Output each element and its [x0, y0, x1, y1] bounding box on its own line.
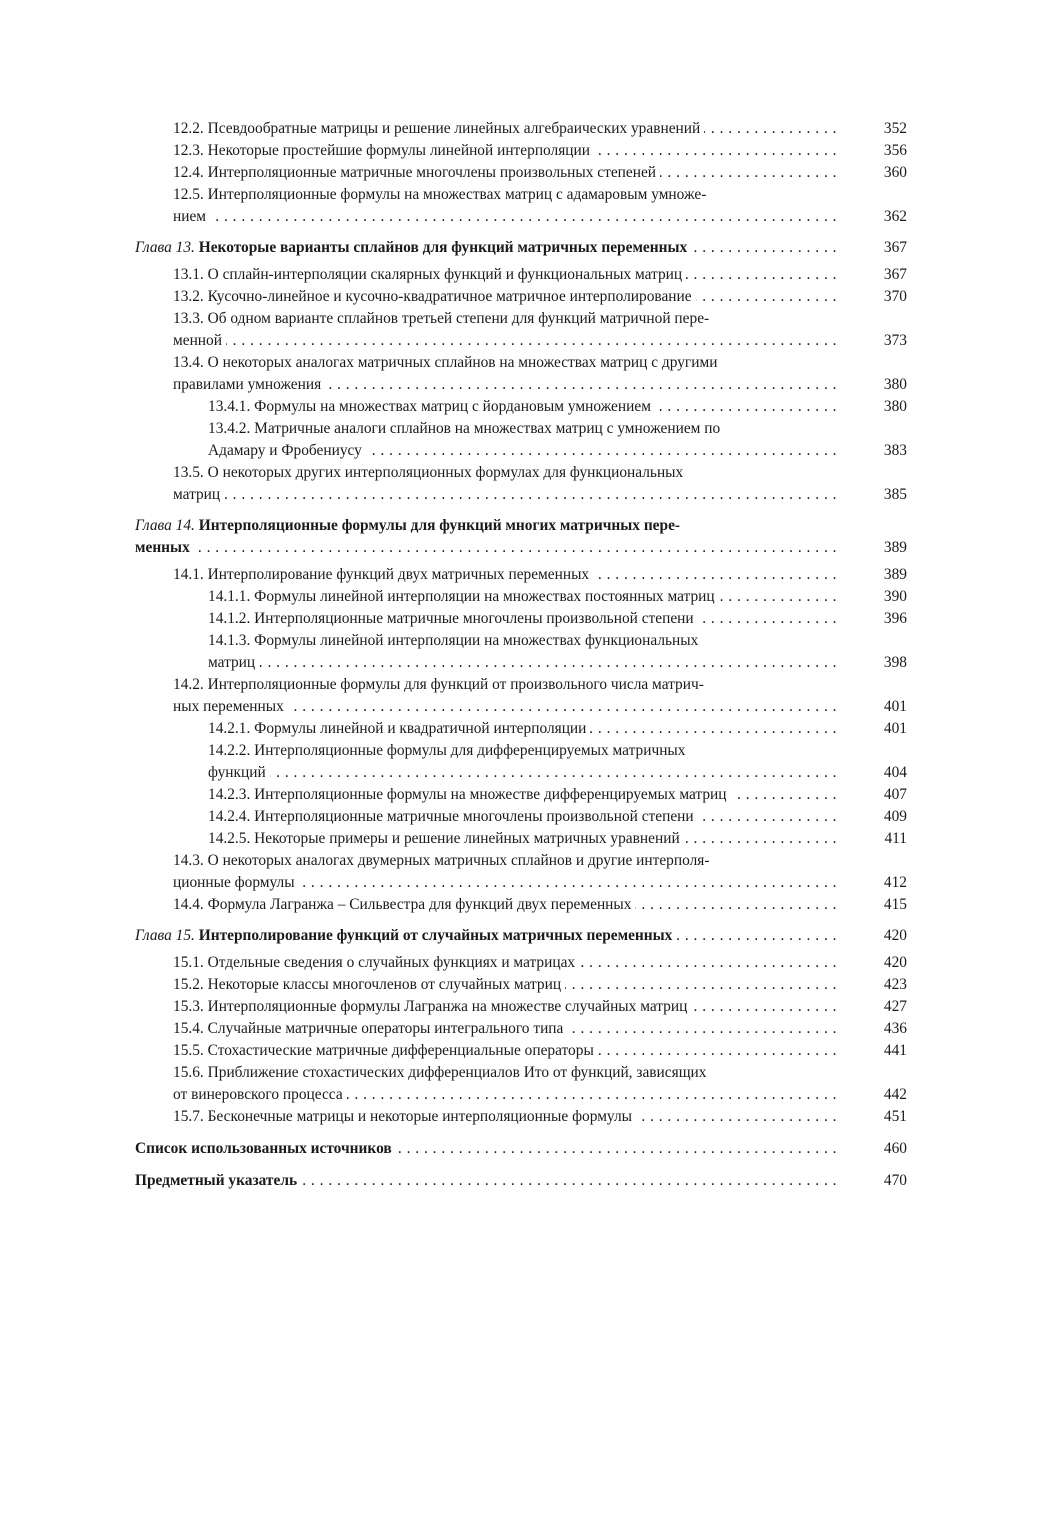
toc-page-number: 362	[883, 208, 907, 225]
toc-title-leader-line: 15.1. Отдельные сведения о случайных функциях и матрицах . . .	[173, 952, 837, 974]
toc-section-entry[interactable]	[173, 118, 907, 140]
toc-page-number: 352	[883, 120, 907, 137]
toc-section-entry[interactable]	[173, 184, 907, 228]
toc-title-leader-line: 14.2.3. Интерполяционные формулы на множестве дифференцируемых матриц . . .	[208, 784, 837, 806]
toc-section-entry[interactable]	[173, 996, 907, 1018]
toc-page-number: 380	[883, 398, 907, 415]
chapter-label: Глава 14.	[135, 517, 199, 534]
toc-section-entry[interactable]	[173, 674, 907, 718]
toc-subsection-entry[interactable]	[208, 784, 907, 806]
chapter-label: Глава 15.	[135, 927, 199, 944]
toc-section-entry[interactable]	[173, 894, 907, 916]
toc-chapter-entry[interactable]	[135, 515, 907, 559]
toc-title-leader-line: 13.4.1. Формулы на множествах матриц с йордановым умножением . . .	[208, 396, 837, 418]
toc-section-entry[interactable]	[173, 308, 907, 352]
toc-section-entry[interactable]	[173, 952, 907, 974]
toc-title-leader-line: 15.2. Некоторые классы многочленов от случайных матриц . . .	[173, 974, 837, 996]
toc-page-number: 356	[883, 142, 907, 159]
toc-subsection-entry[interactable]	[208, 396, 907, 418]
toc-page-number: 401	[883, 720, 907, 737]
toc-subsection-entry[interactable]	[208, 630, 907, 674]
toc-title-leader-line: Список использованных источников . . .	[135, 1138, 837, 1160]
table-of-contents	[135, 118, 907, 1192]
toc-subsection-entry[interactable]	[208, 806, 907, 828]
toc-title-leader-line: 14.2.4. Интерполяционные матричные многочлены произвольной степени . . .	[208, 806, 837, 828]
toc-page-number: 398	[883, 654, 907, 671]
toc-section-entry[interactable]	[173, 286, 907, 308]
toc-title-leader-line: 14.4. Формула Лагранжа – Сильвестра для функций двух переменных . . .	[173, 894, 837, 916]
toc-title-leader-line: 14.1.1. Формулы линейной интерполяции на множествах постоянных матриц . . .	[208, 586, 837, 608]
toc-title-leader-line: 14.2.1. Формулы линейной и квадратичной интерполяции . . .	[208, 718, 837, 740]
toc-title-leader-line: Глава 13. Некоторые варианты сплайнов для функций матричных переменных . . .	[135, 237, 837, 259]
toc-title-line: 14.2. Интерполяционные формулы для функций от произвольного числа матрич-	[173, 676, 704, 693]
toc-page-number: 420	[883, 954, 907, 971]
toc-title-leader-line: 13.1. О сплайн-интерполяции скалярных функций и функциональных матриц . . .	[173, 264, 837, 286]
toc-page-number: 396	[883, 610, 907, 627]
toc-title-leader-line: 14.1.2. Интерполяционные матричные многочлены произвольной степени . . .	[208, 608, 837, 630]
toc-backmatter-entry[interactable]	[135, 1138, 907, 1160]
toc-title-line: 14.1.3. Формулы линейной интерполяции на множествах функциональных	[208, 632, 699, 649]
toc-page-number: 373	[883, 332, 907, 349]
toc-title-leader-line: менных . . .	[135, 537, 837, 559]
toc-page-number: 442	[883, 1086, 907, 1103]
toc-section-entry[interactable]	[173, 140, 907, 162]
toc-page-number: 390	[883, 588, 907, 605]
toc-page-number: 409	[883, 808, 907, 825]
toc-title-leader-line: 13.2. Кусочно-линейное и кусочно-квадратичное матричное интерполирование . . .	[173, 286, 837, 308]
toc-title-leader-line: Адамару и Фробениусу . . .	[208, 440, 837, 462]
toc-title-line: 14.2.2. Интерполяционные формулы для дифференцируемых матричных	[208, 742, 686, 759]
toc-page-number: 360	[883, 164, 907, 181]
toc-page-number: 415	[883, 896, 907, 913]
toc-title-leader-line: 15.3. Интерполяционные формулы Лагранжа на множестве случайных матриц . . .	[173, 996, 837, 1018]
toc-title-leader-line: матриц . . .	[208, 652, 837, 674]
toc-page-number: 367	[883, 239, 907, 256]
toc-title-leader-line: менной . . .	[173, 330, 837, 352]
toc-chapter-entry[interactable]	[135, 925, 907, 947]
toc-title-leader-line: правилами умножения . . .	[173, 374, 837, 396]
toc-page-number: 451	[883, 1108, 907, 1125]
toc-page-number: 383	[883, 442, 907, 459]
toc-subsection-entry[interactable]	[208, 586, 907, 608]
toc-title-leader-line: от винеровского процесса . . .	[173, 1084, 837, 1106]
toc-page-number: 423	[883, 976, 907, 993]
toc-page-number: 389	[883, 566, 907, 583]
toc-section-entry[interactable]	[173, 850, 907, 894]
toc-title-leader-line: 12.3. Некоторые простейшие формулы линейной интерполяции . . .	[173, 140, 837, 162]
toc-section-entry[interactable]	[173, 264, 907, 286]
toc-subsection-entry[interactable]	[208, 718, 907, 740]
toc-page-number: 367	[883, 266, 907, 283]
toc-title-leader-line: 14.1. Интерполирование функций двух матричных переменных . . .	[173, 564, 837, 586]
toc-page-number: 411	[884, 830, 907, 847]
chapter-label: Глава 13.	[135, 239, 199, 256]
toc-page-number: 407	[883, 786, 907, 803]
toc-page-number: 404	[883, 764, 907, 781]
toc-title-leader-line: ных переменных . . .	[173, 696, 837, 718]
toc-title-line: 14.3. О некоторых аналогах двумерных матричных сплайнов и другие интерполя-	[173, 852, 710, 869]
toc-page-number: 385	[883, 486, 907, 503]
toc-section-entry[interactable]	[173, 1018, 907, 1040]
toc-section-entry[interactable]	[173, 1106, 907, 1128]
toc-section-entry[interactable]	[173, 462, 907, 506]
toc-page-number: 441	[883, 1042, 907, 1059]
toc-title-leader-line: ционные формулы . . .	[173, 872, 837, 894]
toc-title-leader-line: 12.4. Интерполяционные матричные многочлены произвольных степеней . . .	[173, 162, 837, 184]
toc-page-number: 436	[883, 1020, 907, 1037]
toc-subsection-entry[interactable]	[208, 418, 907, 462]
toc-title-line: Глава 14. Интерполяционные формулы для функций многих матричных пере-	[135, 517, 681, 534]
toc-page-number: 401	[883, 698, 907, 715]
toc-section-entry[interactable]	[173, 352, 907, 396]
toc-page-number: 420	[883, 927, 907, 944]
toc-title-leader-line: 15.5. Стохастические матричные дифференциальные операторы . . .	[173, 1040, 837, 1062]
toc-subsection-entry[interactable]	[208, 608, 907, 630]
toc-page-number: 380	[883, 376, 907, 393]
toc-backmatter-entry[interactable]	[135, 1170, 907, 1192]
toc-title-line: 15.6. Приближение стохастических дифференциалов Ито от функций, зависящих	[173, 1064, 707, 1081]
toc-title-leader-line: 15.7. Бесконечные матрицы и некоторые интерполяционные формулы . . .	[173, 1106, 837, 1128]
toc-title-line: 13.4. О некоторых аналогах матричных сплайнов на множествах матриц с другими	[173, 354, 718, 371]
toc-title-leader-line: функций . . .	[208, 762, 837, 784]
toc-title-line: 13.5. О некоторых других интерполяционных формулах для функциональных	[173, 464, 684, 481]
toc-page-number: 389	[883, 539, 907, 556]
toc-section-entry[interactable]	[173, 974, 907, 996]
toc-title-line: 12.5. Интерполяционные формулы на множествах матриц с адамаровым умноже-	[173, 186, 707, 203]
toc-page-number: 370	[883, 288, 907, 305]
toc-subsection-entry[interactable]	[208, 828, 907, 850]
toc-title-leader-line: Предметный указатель . . .	[135, 1170, 837, 1192]
toc-title-leader-line: Глава 15. Интерполирование функций от случайных матричных переменных . . .	[135, 925, 837, 947]
toc-title-leader-line: матриц . . .	[173, 484, 837, 506]
toc-page-number: 460	[883, 1140, 907, 1157]
toc-section-entry[interactable]	[173, 564, 907, 586]
toc-title-line: 13.4.2. Матричные аналоги сплайнов на множествах матриц с умножением по	[208, 420, 721, 437]
toc-title-leader-line: 12.2. Псевдообратные матрицы и решение линейных алгебраических уравнений . . .	[173, 118, 837, 140]
toc-page-number: 470	[883, 1172, 907, 1189]
toc-subsection-entry[interactable]	[208, 740, 907, 784]
toc-page-number: 412	[883, 874, 907, 891]
toc-title-leader-line: 15.4. Случайные матричные операторы интегрального типа . . .	[173, 1018, 837, 1040]
toc-section-entry[interactable]	[173, 162, 907, 184]
toc-section-entry[interactable]	[173, 1062, 907, 1106]
toc-chapter-entry[interactable]	[135, 237, 907, 259]
toc-section-entry[interactable]	[173, 1040, 907, 1062]
toc-title-line: 13.3. Об одном варианте сплайнов третьей степени для функций матричной пере-	[173, 310, 710, 327]
toc-title-leader-line: 14.2.5. Некоторые примеры и решение линейных матричных уравнений . . .	[208, 828, 837, 850]
toc-page-number: 427	[883, 998, 907, 1015]
toc-title-leader-line: нием . . .	[173, 206, 837, 228]
